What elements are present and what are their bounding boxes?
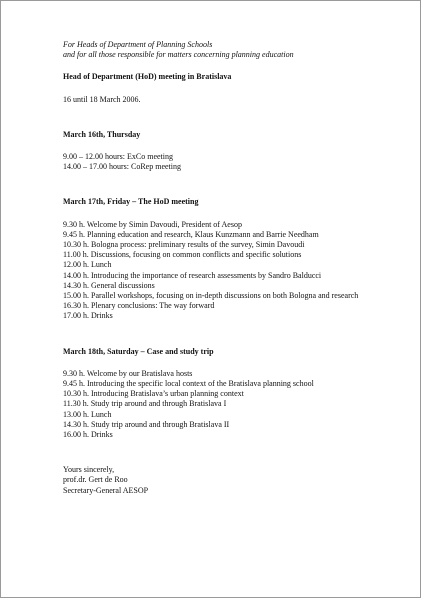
schedule-item: 9.00 – 12.00 hours: ExCo meeting [63, 152, 173, 162]
day1-schedule [63, 152, 363, 172]
schedule-item: 15.00 h. Parallel workshops, focusing on in-depth discussions on both Bologna and research [63, 291, 359, 301]
signatory-role: Secretary-General AESOP [63, 485, 149, 495]
schedule-item: 9.30 h. Welcome by our Bratislava hosts [63, 368, 193, 378]
letter-body [63, 40, 363, 496]
meeting-dates: 16 until 18 March 2006. [63, 94, 141, 104]
schedule-item: 11.30 h. Study trip around and through Bratislava I [63, 399, 227, 409]
schedule-item: 9.45 h. Planning education and research, Klaus Kunzmann and Barrie Needham [63, 229, 319, 239]
day3-heading: March 18th, Saturday – Case and study trip [63, 346, 214, 356]
schedule-item: 14.00 – 17.00 hours: CoRep meeting [63, 162, 181, 172]
closing-block [63, 465, 363, 496]
schedule-item: 17.00 h. Drinks [63, 311, 113, 321]
schedule-item: 14.00 h. Introducing the importance of research assessments by Sandro Balducci [63, 270, 322, 280]
schedule-item: 16.30 h. Plenary conclusions: The way forward [63, 301, 215, 311]
schedule-item: 9.45 h. Introducing the specific local context of the Bratislava planning school [63, 379, 314, 389]
day2-schedule [63, 220, 363, 322]
day2-heading: March 17th, Friday – The HoD meeting [63, 197, 199, 207]
signatory-name: prof.dr. Gert de Roo [63, 475, 128, 485]
day1-heading: March 16th, Thursday [63, 129, 141, 139]
schedule-item: 13.00 h. Lunch [63, 409, 112, 419]
closing-salutation: Yours sincerely, [63, 465, 115, 475]
meeting-title: Head of Department (HoD) meeting in Bratislava [63, 72, 232, 82]
schedule-item: 10.30 h. Introducing Bratislava’s urban planning context [63, 389, 244, 399]
day3-schedule [63, 369, 363, 440]
intro-line: and for all those responsible for matters concerning planning education [63, 50, 294, 60]
schedule-item: 9.30 h. Welcome by Simin Davoudi, President of Aesop [63, 219, 242, 229]
schedule-item: 11.00 h. Discussions, focusing on common conflicts and specific solutions [63, 250, 302, 260]
intro-lines [63, 40, 363, 60]
schedule-item: 16.00 h. Drinks [63, 430, 113, 440]
schedule-item: 14.30 h. Study trip around and through Bratislava II [63, 419, 230, 429]
intro-line: For Heads of Department of Planning Schools [63, 40, 213, 49]
schedule-item: 12.00 h. Lunch [63, 260, 112, 270]
schedule-item: 10.30 h. Bologna process: preliminary results of the survey, Simin Davoudi [63, 240, 305, 250]
schedule-item: 14.30 h. General discussions [63, 280, 155, 290]
